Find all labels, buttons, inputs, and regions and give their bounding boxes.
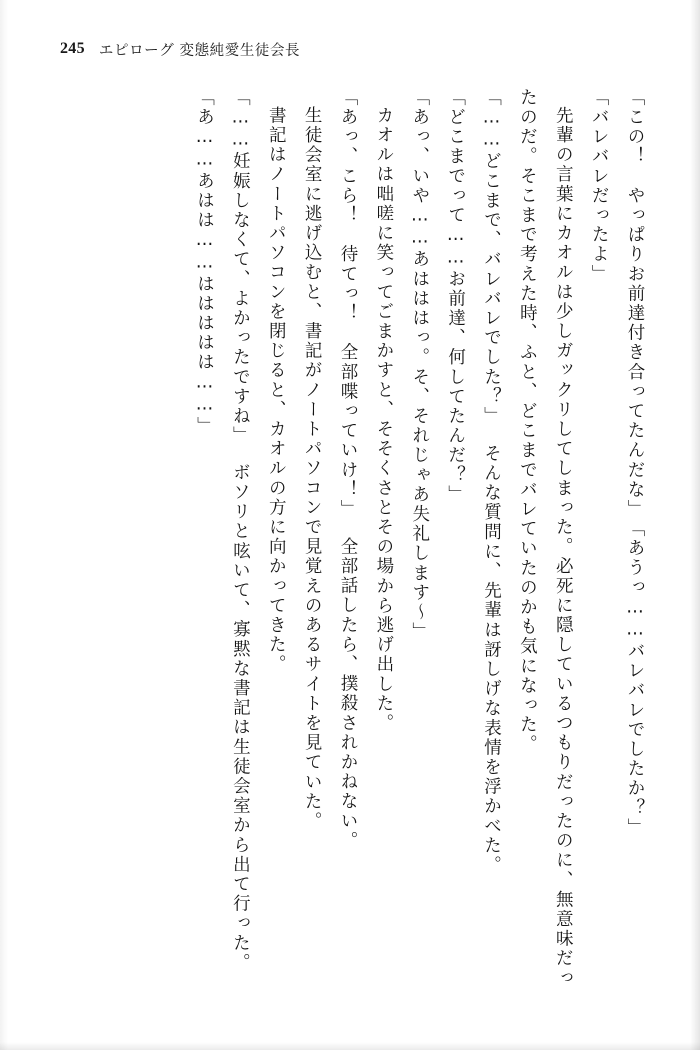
- page-number: 245: [60, 40, 85, 57]
- paragraph: 「どこまでって……お前達、何してたんだ？」: [445, 88, 466, 505]
- paragraph: 「バレバレだったよ」: [589, 88, 610, 284]
- page-edge-shading-bottom: [0, 1042, 700, 1050]
- paragraph: 「この！ やっぱりお前達付き合ってたんだな」: [625, 88, 645, 520]
- paragraph: そんな質問に、先輩は訝しげな表情を浮かべた。: [481, 443, 502, 875]
- running-head: [60, 36, 640, 62]
- paragraph: ボソリと呟いて、寡黙な書記は生徒会室から出て行った。: [230, 463, 251, 973]
- paragraph: 「……どこまで、バレバレでした？」: [481, 88, 502, 427]
- chapter-title: エピローグ 変態純愛生徒会長: [98, 42, 301, 59]
- paragraph: 書記はノートパソコンを閉じると、カオルの方に向かってきた。: [266, 105, 287, 674]
- paragraph: 「あっ、いや……あはははっ。そ、それじゃあ失礼します〜」: [409, 88, 430, 642]
- paragraph: 「……妊娠しなくて、よかったですね」: [230, 88, 251, 446]
- paragraph: 全部話したら、撲殺されかねない。: [338, 536, 358, 851]
- paragraph: 生徒会室に逃げ込むと、書記がノートパソコンで見覚えのあるサイトを見ていた。: [302, 105, 323, 831]
- paragraph: カオルは咄嗟に笑ってごまかすと、そそくさとその場から逃げ出した。: [373, 105, 394, 733]
- paragraph: 先輩の言葉にカオルは少しガックリしてしまった。必死に隠しているつもりだったのに、無意味だったのだ。そこまで考えた時、ふと、どこまでバレていたのかも気になった。: [517, 88, 574, 988]
- page-edge-shading-left: [0, 0, 8, 1050]
- paragraph: 「あっ、こら！ 待てっ！ 全部喋っていけ！」: [338, 88, 358, 520]
- body-text: [48, 88, 652, 988]
- paragraph: 「あうっ……バレバレでしたか？」: [625, 519, 645, 838]
- page-edge-shading-right: [690, 0, 700, 1050]
- paragraph: 「あ……あはは……ははははは……」: [194, 88, 215, 437]
